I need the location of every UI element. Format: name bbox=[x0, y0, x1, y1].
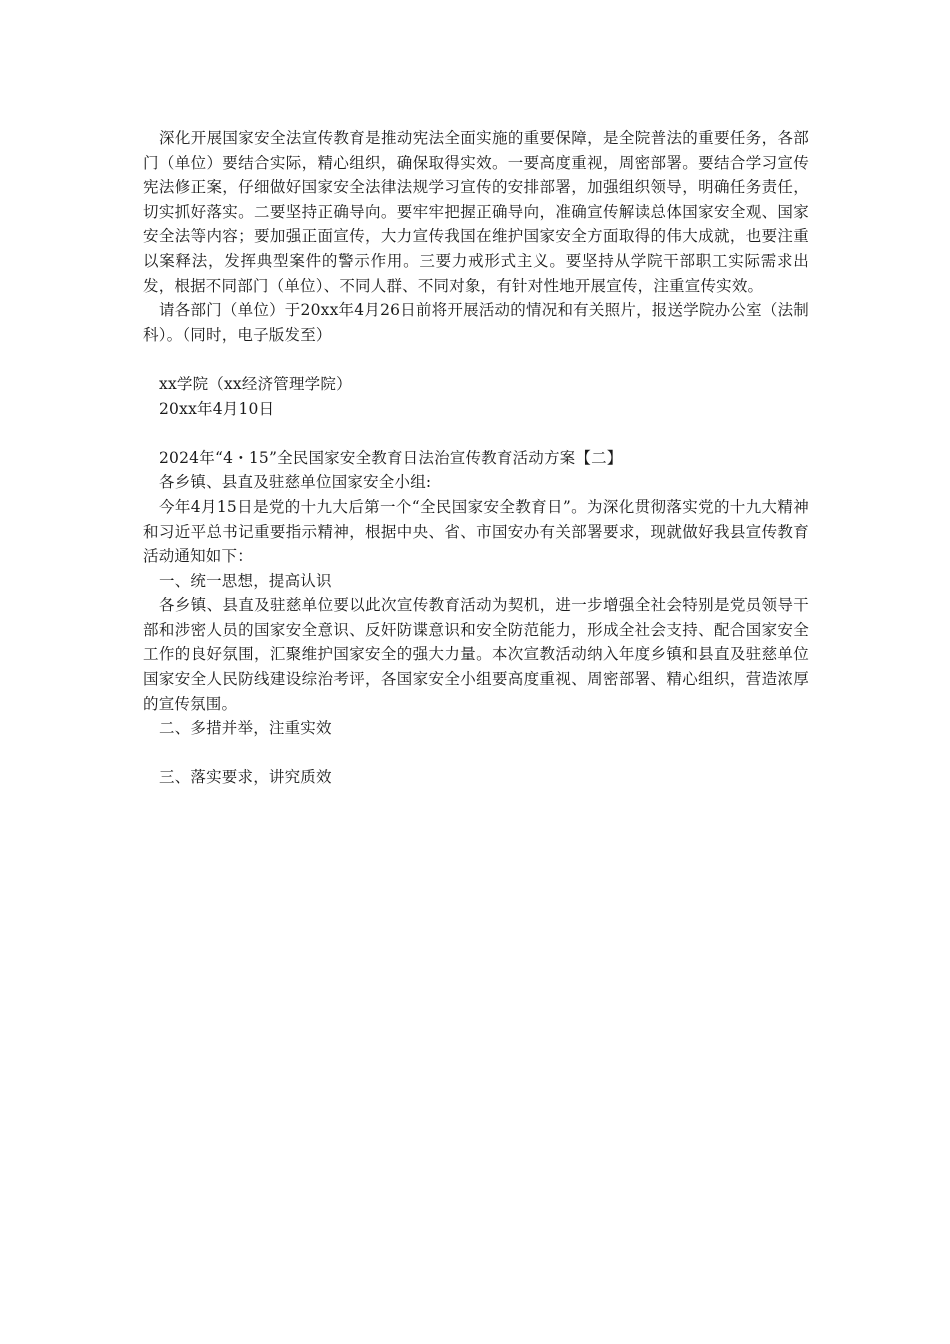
spacer bbox=[143, 421, 809, 446]
section-title: 2024年“4・15”全民国家安全教育日法治宣传教育活动方案【二】 bbox=[159, 448, 623, 467]
document-body bbox=[143, 126, 809, 790]
addressee-line: 各乡镇、县直及驻慈单位国家安全小组: bbox=[159, 473, 432, 492]
paragraph-intro: 深化开展国家安全法宣传教育是推动宪法全面实施的重要保障，是全院普法的重要任务，各部门（单位）要结合实际，精心组织，确保取得实效。一要高度重视，周密部署。要结合学习宣传宪法修正案，仔细做好国家安全法律法规学习宣传的安排部署，加强组织领导，明确任务责任，切实抓好落实。二要坚持正确导向。要牢牢把握正确导向，准确宣传解读总体国家安全观、国家安全法等内容；要加强正面宣传，大力宣传我国在维护国家安全方面取得的伟大成就，也要注重以案释法，发挥典型案件的警示作用。三要力戒形式主义。要坚持从学院干部职工实际需求出发，根据不同部门（单位）、不同人群、不同对象，有针对性地开展宣传，注重宣传实效。 bbox=[143, 129, 809, 295]
paragraph-unify-thinking: 各乡镇、县直及驻慈单位要以此次宣传教育活动为契机，进一步增强全社会特别是党员领导干部和涉密人员的国家安全意识、反奸防谍意识和安全防范能力，形成全社会支持、配合国家安全工作的良好氛围，汇聚维护国家安全的强大力量。本次宣教活动纳入年度乡镇和县直及驻慈单位国家安全人民防线建设综治考评，各国家安全小组要高度重视、周密部署、精心组织，营造浓厚的宣传氛围。 bbox=[143, 596, 809, 713]
spacer bbox=[143, 347, 809, 372]
paragraph-notice-intro: 今年4月15日是党的十九大后第一个“全民国家安全教育日”。为深化贯彻落实党的十九大精神和习近平总书记重要指示精神，根据中央、省、市国安办有关部署要求，现就做好我县宣传教育活动通知如下： bbox=[143, 497, 809, 566]
heading-unify-thinking: 一、统一思想，提高认识 bbox=[159, 571, 332, 590]
heading-implement-requirements: 三、落实要求，讲究质效 bbox=[159, 768, 332, 787]
paragraph-submission-notice: 请各部门（单位）于20xx年4月26日前将开展活动的情况和有关照片，报送学院办公室（法制科）。（同时，电子版发至） bbox=[143, 301, 809, 344]
signature-organization: xx学院（xx经济管理学院） bbox=[159, 374, 352, 393]
heading-multiple-measures: 二、多措并举，注重实效 bbox=[159, 719, 332, 738]
signature-date: 20xx年4月10日 bbox=[159, 399, 275, 418]
spacer bbox=[143, 741, 809, 766]
